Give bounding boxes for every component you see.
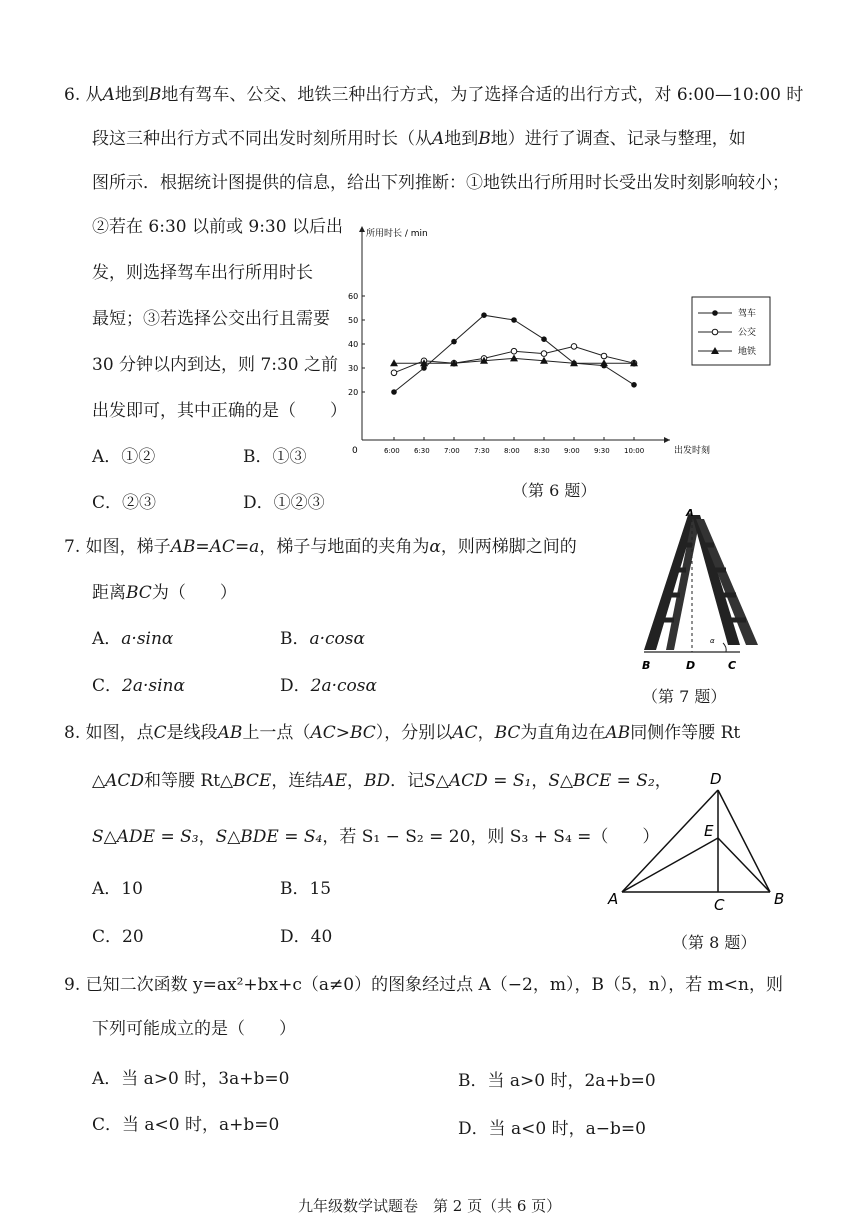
x-tick-label: 8:00 (504, 447, 520, 455)
q8-option-b[interactable]: B．15 (280, 879, 332, 899)
x-axis-label: 出发时刻 (674, 446, 711, 456)
series-0-point (391, 389, 397, 395)
q8-caption: （第 8 题） (672, 933, 757, 952)
series-1-point (541, 351, 547, 357)
series-0-point (631, 382, 637, 388)
q8-line1: 8. 如图，点C是线段AB上一点（AC>BC），分别以AC，BC为直角边在AB同侧作等腰 Rt (64, 723, 741, 743)
legend-box (692, 297, 770, 365)
q8-number: 8. (64, 723, 81, 743)
y-tick-label: 60 (348, 292, 359, 301)
q9-line2: 下列可能成立的是（ ） (92, 1019, 296, 1039)
y-axis-label: 所用时长 / min (366, 229, 428, 239)
series-2-point (510, 354, 518, 361)
q7-option-a[interactable]: A．a·sinα (92, 629, 174, 649)
q6-line6: 最短；③若选择公交出行且需要 (92, 309, 330, 329)
series-1-point (571, 344, 577, 350)
ladder-label-alpha: α (710, 637, 715, 645)
x-tick-label: 6:30 (414, 447, 430, 455)
legend-label-0: 驾车 (738, 309, 757, 319)
q6-option-c[interactable]: C．②③ (92, 493, 157, 513)
y-tick-label: 20 (348, 388, 359, 397)
q9-number: 9. (64, 975, 81, 995)
series-1-point (391, 370, 397, 376)
legend-marker-1 (712, 329, 718, 335)
q8-line2: △ACD和等腰 Rt△BCE，连结AE，BD．记S△ACD = S₁，S△BCE = S₂， (92, 771, 672, 791)
ladder-label-B: B (642, 659, 651, 672)
q9-option-c[interactable]: C．当 a<0 时，a+b=0 (92, 1115, 280, 1135)
q6-option-d[interactable]: D．①②③ (243, 493, 325, 513)
x-tick-label: 8:30 (534, 447, 550, 455)
x-axis-arrow (664, 437, 670, 443)
q9-option-b[interactable]: B．当 a>0 时，2a+b=0 (458, 1071, 656, 1091)
x-tick-label: 9:00 (564, 447, 580, 455)
segment-AE (622, 838, 718, 892)
q6-number: 6. (64, 85, 81, 105)
tri-label-E: E (704, 822, 714, 840)
tri-label-C: C (714, 896, 725, 914)
x-tick-label: 10:00 (624, 447, 645, 455)
series-0-point (511, 317, 517, 323)
q8-triangle-figure (602, 766, 802, 914)
y-axis-arrow (359, 226, 365, 232)
segment-DB (718, 790, 770, 892)
q6-line2: 段这三种出行方式不同出发时刻所用时长（从A地到B地）进行了调查、记录与整理，如 (92, 129, 746, 149)
segment-EB (718, 838, 770, 892)
ladder-label-C: C (728, 659, 737, 672)
q7-line2: 距离BC为（ ） (92, 583, 237, 603)
tri-label-A: A (608, 890, 619, 908)
q9-line1: 9. 已知二次函数 y=ax²+bx+c（a≠0）的图象经过点 A（−2，m），B（5，n），若 m<n，则 (64, 975, 783, 995)
y-tick-label: 30 (348, 364, 359, 373)
x-tick-label: 6:00 (384, 447, 400, 455)
series-1-point (601, 353, 607, 359)
page-footer: 九年级数学试题卷 第 2 页（共 6 页） (298, 1197, 562, 1215)
ladder-angle-arc (723, 643, 726, 652)
series-1-point (511, 348, 517, 354)
ladder-left-leg-outer (644, 515, 696, 650)
legend-marker-0 (712, 310, 718, 316)
legend-label-2: 地铁 (738, 347, 757, 357)
q6-option-b[interactable]: B．①③ (243, 447, 307, 467)
tri-label-D: D (710, 770, 722, 788)
ladder-label-A: A (686, 508, 694, 519)
q8-option-a[interactable]: A．10 (92, 879, 143, 899)
q7-number: 7. (64, 537, 81, 557)
q7-option-c[interactable]: C．2a·sinα (92, 676, 185, 696)
q6-caption: （第 6 题） (512, 481, 597, 500)
q7-line1: 7. 如图，梯子AB=AC=a，梯子与地面的夹角为α，则两梯脚之间的 (64, 537, 577, 557)
ladder-label-D: D (686, 659, 696, 672)
q8-option-d[interactable]: D．40 (280, 927, 333, 947)
q6-line8: 出发即可，其中正确的是（ ） (92, 401, 347, 421)
segment-AD (622, 790, 718, 892)
q6-line7: 30 分钟以内到达，则 7:30 之前 (92, 355, 339, 375)
series-0-point (451, 339, 457, 345)
q9-option-a[interactable]: A．当 a>0 时，3a+b=0 (92, 1069, 290, 1089)
q7-option-b[interactable]: B．a·cosα (280, 629, 365, 649)
y-tick-label: 40 (348, 340, 359, 349)
q6-line5: 发，则选择驾车出行所用时长 (92, 263, 313, 283)
q8-line3: S△ADE = S₃，S△BDE = S₄，若 S₁ − S₂ = 20，则 S₃ + S₄ =（ ） (92, 827, 660, 847)
ladder-right-leg-outer (692, 515, 740, 645)
series-0-point (481, 312, 487, 318)
q6-line-chart (340, 222, 780, 472)
q6-line4: ②若在 6:30 以前或 9:30 以后出 (92, 217, 343, 237)
q6-line1: 6. 从A地到B地有驾车、公交、地铁三种出行方式，为了选择合适的出行方式，对 6:00—10:00 时 (64, 85, 804, 105)
tri-label-B: B (774, 890, 785, 908)
origin-label: 0 (352, 446, 358, 456)
q7-ladder-figure (630, 505, 775, 680)
q7-caption: （第 7 题） (642, 687, 727, 706)
x-tick-label: 9:30 (594, 447, 610, 455)
q6-line3: 图所示．根据统计图提供的信息，给出下列推断：①地铁出行所用时长受出发时刻影响较小； (92, 173, 789, 193)
legend-label-1: 公交 (738, 328, 757, 338)
y-tick-label: 50 (348, 316, 359, 325)
q6-option-a[interactable]: A．①② (92, 447, 156, 467)
q8-option-c[interactable]: C．20 (92, 927, 144, 947)
x-tick-label: 7:30 (474, 447, 490, 455)
x-tick-label: 7:00 (444, 447, 460, 455)
q9-option-d[interactable]: D．当 a<0 时，a−b=0 (458, 1119, 646, 1139)
series-0-point (541, 336, 547, 342)
q7-option-d[interactable]: D．2a·cosα (280, 676, 377, 696)
